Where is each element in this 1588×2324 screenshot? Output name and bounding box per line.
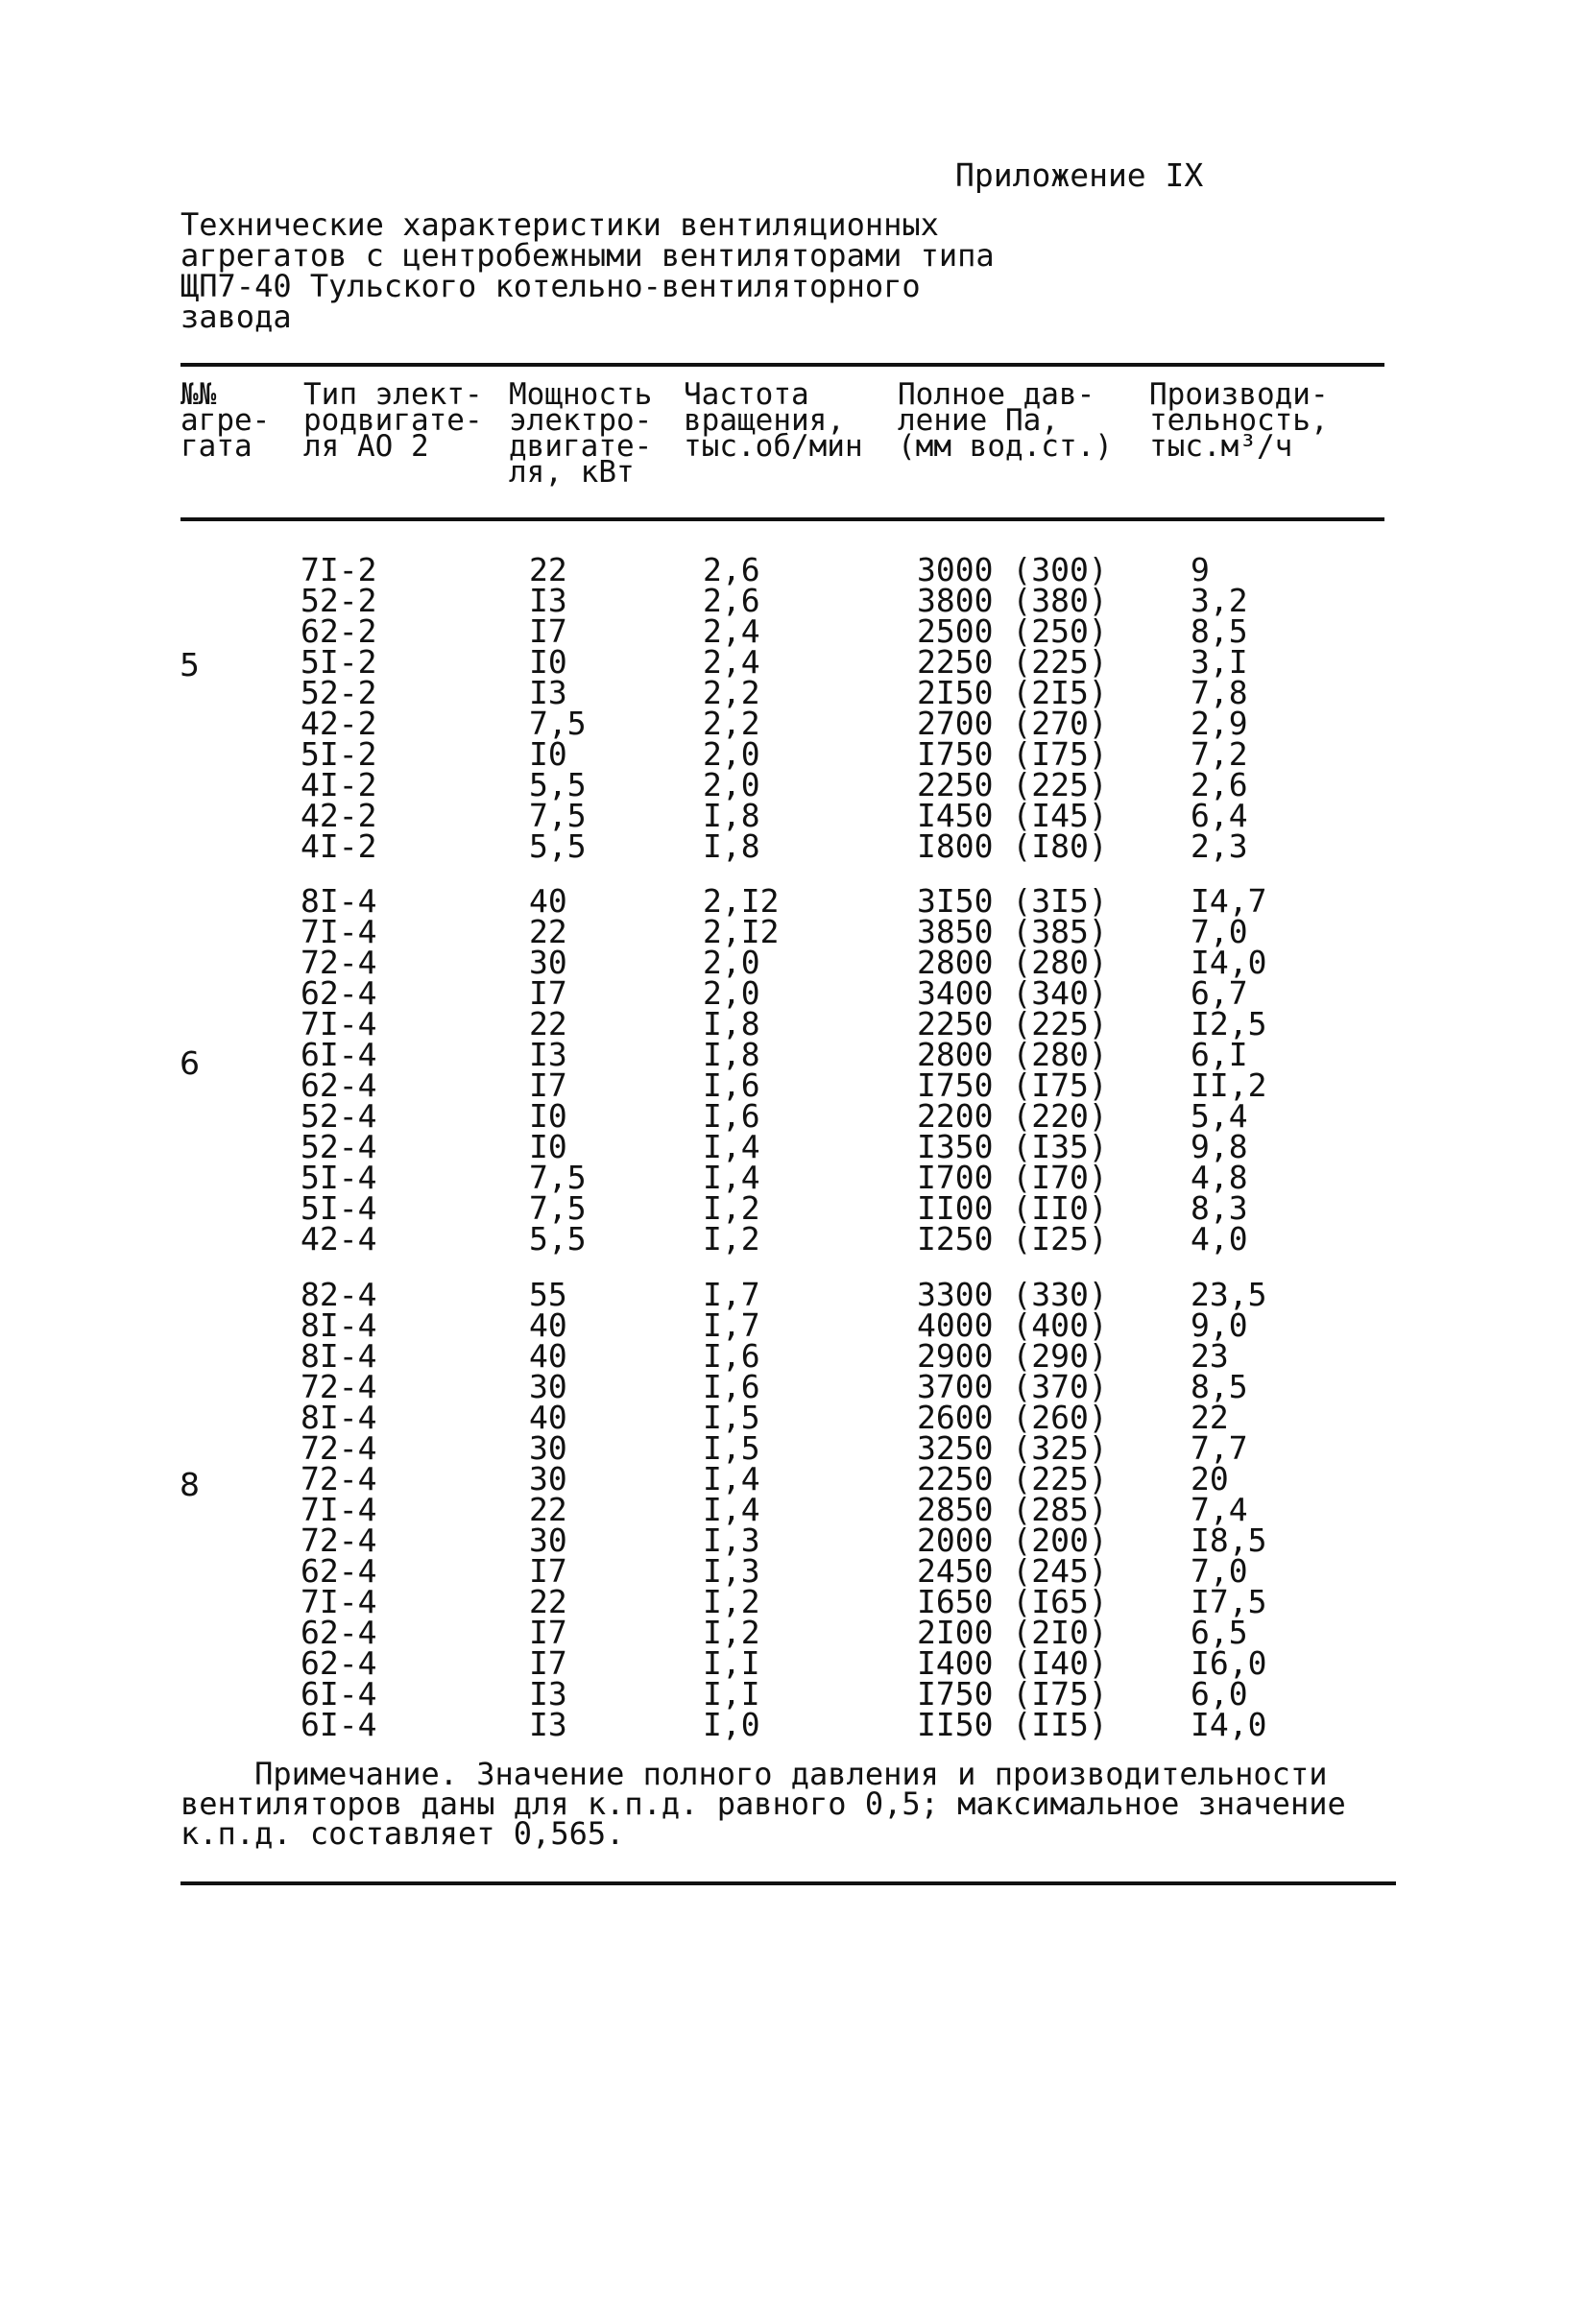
unit-number: 6 xyxy=(180,1044,200,1082)
header-total-pressure: Полное дав- ление Па, (мм вод.ст.) xyxy=(898,377,1113,464)
footnote xyxy=(180,1756,1400,1852)
capacity-column: I4,7 7,0 I4,0 6,7 I2,5 6,I II,2 5,4 9,8 4,8 8,3 4,0 xyxy=(1191,882,1267,1258)
title-line: завода xyxy=(180,299,292,335)
speed-column: 2,I2 2,I2 2,0 2,0 I,8 I,8 I,6 I,6 I,4 I,4 I,2 I,2 xyxy=(703,882,780,1258)
motor-type-column: 82-4 8I-4 8I-4 72-4 8I-4 72-4 72-4 7I-4 72-4 62-4 7I-4 62-4 62-4 6I-4 6I-4 xyxy=(301,1276,377,1743)
table-top-rule xyxy=(180,363,1384,367)
capacity-column: 23,5 9,0 23 8,5 22 7,7 20 7,4 I8,5 7,0 I7,5 6,5 I6,0 6,0 I4,0 xyxy=(1191,1276,1267,1743)
pressure-column: 3I50 (3I5) 3850 (385) 2800 (280) 3400 (340) 2250 (225) 2800 (280) I750 (I75) 2200 (220) I350 (I35) I700 (I70) II00 (II0) I250 (I25) xyxy=(917,882,1108,1258)
title-line: ЩП7-40 Тульского котельно-вентиляторного xyxy=(180,268,921,304)
power-column: 55 40 40 30 40 30 30 22 30 I7 22 I7 I7 I3 I3 xyxy=(529,1276,567,1743)
motor-type-column: 8I-4 7I-4 72-4 62-4 7I-4 6I-4 62-4 52-4 52-4 5I-4 5I-4 42-4 xyxy=(301,882,377,1258)
pressure-column: 3300 (330) 4000 (400) 2900 (290) 3700 (370) 2600 (260) 3250 (325) 2250 (225) 2850 (285) 2000 (200) 2450 (245) I650 (I65) 2I00 (2I0) I400 (I40) I750 (I75) II50 (II5) xyxy=(917,1276,1108,1743)
title-line: агрегатов с центробежными вентиляторами типа xyxy=(180,237,995,274)
footnote-line: Примечание. Значение полного давления и производительности xyxy=(180,1756,1328,1792)
document-title xyxy=(180,206,1141,335)
table-bottom-rule xyxy=(180,1881,1396,1885)
capacity-column: 9 3,2 8,5 3,I 7,8 2,9 7,2 2,6 6,4 2,3 xyxy=(1191,551,1248,865)
motor-type-column: 7I-2 52-2 62-2 5I-2 52-2 42-2 5I-2 4I-2 42-2 4I-2 xyxy=(301,551,377,865)
header-motor-power: Мощность электро- двигате- ля, кВт xyxy=(509,377,653,490)
title-line: Технические характеристики вентиляционных xyxy=(180,206,939,243)
speed-column: I,7 I,7 I,6 I,6 I,5 I,5 I,4 I,4 I,3 I,3 I,2 I,2 I,I I,I I,0 xyxy=(703,1276,760,1743)
speed-column: 2,6 2,6 2,4 2,4 2,2 2,2 2,0 2,0 I,8 I,8 xyxy=(703,551,760,865)
unit-number: 5 xyxy=(180,646,200,683)
header-capacity: Производи- тельность, тыс.м³/ч xyxy=(1149,377,1329,464)
header-unit-number: №№ агре- гата xyxy=(180,377,271,464)
power-column: 22 I3 I7 I0 I3 7,5 I0 5,5 7,5 5,5 xyxy=(529,551,587,865)
header-rotation-speed: Частота вращения, тыс.об/мин xyxy=(684,377,863,464)
header-motor-type: Тип элект- родвигате- ля АО 2 xyxy=(303,377,483,464)
footnote-line: к.п.д. составляет 0,565. xyxy=(180,1815,625,1852)
appendix-label: Приложение IX xyxy=(955,156,1204,194)
footnote-line: вентиляторов даны для к.п.д. равного 0,5; максимальное значение xyxy=(180,1785,1346,1822)
unit-number: 8 xyxy=(180,1466,200,1503)
power-column: 40 22 30 I7 22 I3 I7 I0 I0 7,5 7,5 5,5 xyxy=(529,882,587,1258)
table-header-rule xyxy=(180,517,1384,521)
pressure-column: 3000 (300) 3800 (380) 2500 (250) 2250 (225) 2I50 (2I5) 2700 (270) I750 (I75) 2250 (225) I450 (I45) I800 (I80) xyxy=(917,551,1108,865)
